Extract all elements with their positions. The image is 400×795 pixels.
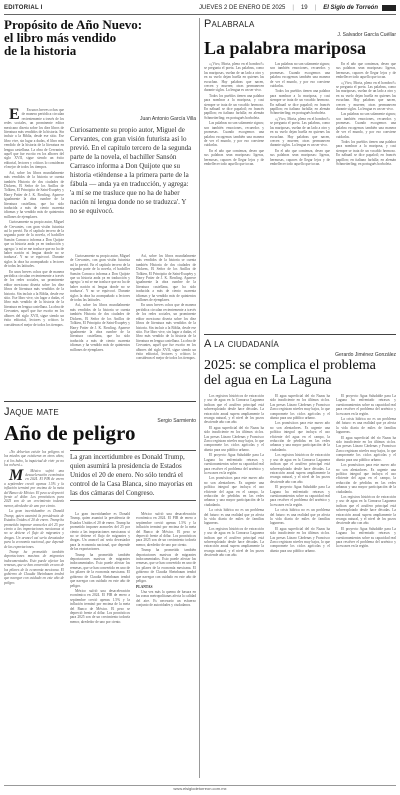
paragraph: «¿Vivo, Morta, pleno en el hombro?» se pregunta el poeta. Las palabras, como las mariposas, vuelan de un lado a otro y en su vuelo dejan huella en quienes las escuchan. Hay palabras que nacen, crecen y mueren; otras permanecen durante siglos. La lengua es un ser vivo. [204,62,264,93]
header-right [199,5,396,11]
paragraph: Así, sobre los libros mundialmente más vendidos de la historia se cuenta también Historia de dos ciudades de Dickens, El Señor de los Anillos de Tolkien, El Principito de Saint-Exupéry y Harry Potter de J. K. Rowling. Aparece igualmente la obra cumbre de la literatura castellana, que ha sido traducida a más de ciento cuarenta idiomas y ha vendido más de quinientos millones de ejemplares. [136,254,196,303]
paragraph: «¿Vivo, Morta, pleno en el hombro?» se pregunta el poeta. Las palabras, como las mariposas, vuelan de un lado a otro y en su vuelo dejan huella en quienes las escuchan. Hay palabras que nacen, crecen y mueren; otras permanecen durante siglos. La lengua es un ser vivo. [270,116,330,148]
byline-garcia-cuellar: J. Salvador García Cuéllar [337,32,396,38]
kicker-palabrala: Palabrala [204,18,255,30]
headline-la-palabra-mariposa: La palabra mariposa [204,38,367,58]
paragraph: Todos los pueblos tienen una palabra para nombrar a la mariposa, y casi siempre se trata de un vocablo hermoso. En náhuatl se dice papalotl; en francés papillon; en italiano farfalla; en alemán Schmetterling; en portugués borboleta. [336,139,396,166]
jaque-column-1 [4,450,64,778]
header-separator: | [292,5,294,11]
palabrala-column-2 [270,62,330,330]
paragraph: En unos breves ochos que de manera periódica circulan recientemente a través de los redes sociales, un prominente editor mexicano diserta sobre los diez libros de literatura más vendidos de la historia. Sin incluir a la Biblia, desde ese sitio. Ese libro vive, sin lugar a dudas, el libro más vendido de la historia de la literatura en lengua castellana. La obra de Cervantes, aquél que fue escrito en los albores del siglo XVII, sigue siendo un éxito editorial, lectores y críticos lo consideran el mejor de todos los tiempos. [136,303,196,361]
proposito-column-1 [4,108,64,396]
paragraph [4,108,64,170]
paragraph: Los registros históricos de extracción y uso de agua en la Comarca Lagunera indican que el acuífero principal está sobreexplotado desde hace décadas. La extracción anual supera ampliamente la recarga natural, y el nivel de los pozos desciende año con año. [204,526,264,558]
paper-name: El Siglo de Torreón [323,5,378,11]
section-rule [204,334,396,335]
paragraph: En el año que comienza, deseo que sus palabras sean mariposas: ligeras, hermosas, capaces de llegar lejos y de embellecer todo aquello que tocan. [336,62,396,80]
paragraph: Así, sobre los libros mundialmente más vendidos de la historia se cuenta también Historia de dos ciudades de Dickens, El Señor de los Anillos de Tolkien, El Principito de Saint-Exupéry y Harry Potter de J. K. Rowling. Aparece igualmente la obra cumbre de la literatura castellana, que ha sido traducida a más de ciento cuarenta idiomas y ha vendido más de quinientos millones de ejemplares. [70,303,130,352]
paragraph: Todos los pueblos tienen una palabra para nombrar a la mariposa, y casi siempre se trata de un vocablo hermoso. En náhuatl se dice papalotl; en francés papillon; en italiano farfalla; en alemán Schmetterling; en portugués borboleta. [270,89,330,116]
paragraph: Los pronósticos para este nuevo año no son alentadores. Es urgente una política integral que incluya el uso eficiente del agua en el campo, la reducción de pérdidas en las redes urbanas y una mayor participación de la ciudadanía. [270,421,330,452]
palabrala-column-1 [204,62,264,330]
paragraph: Curiosamente su propio autor, Miguel de Cervantes, con gran visión futurista así lo previó. En el capítulo tercero de la segunda parte de la novela, el bachiller Sansón Carrasco informa a Don Quijote que su historia anda ya en traducción y agrega: 'a mí se me trasluce que no ha de haber nación ni lengua donde no se traduzca'. Y no se equivocó. Durante siglos la obra ha acompañado a lectores de todas las latitudes. [70,254,130,303]
paragraph: La gran incertidumbre es Donald Trump, quien asumirá la presidencia de Estados Unidos el 20 de enero. Trump ha prometido imponer aranceles del 25 por ciento a las importaciones mexicanas si no se detiene el flujo de migrantes y drogas. Un arancel así sería devastador para la economía nacional, que depende de las exportaciones. [70,512,130,552]
paragraph-text: En unos breves ochos que de manera periódica circulan recientemente a través de los redes sociales, un prominente editor mexicano diserta sobre los diez libros de literatura más vendidos de la historia. Sin incluir a la Biblia, desde ese sitio. Ese libro vive, sin lugar a dudas, el libro más vendido de la historia de la literatura en lengua castellana. La obra de Cervantes, aquél que fue escrito en los albores del siglo XVII, sigue siendo un éxito editorial, lectores y críticos lo consideran el mejor de todos los tiempos. [4,108,64,170]
pull-quote-text: La gran incertidumbre es Donald Trump, quien asumirá la presidencia de Estados Unidos el 20 de enero. No sólo tendrá el control de la Casa Blanca, sino mayorías en las dos cámaras del Congreso. [70,453,193,497]
headline-proposito [4,18,196,57]
drop-cap: E [9,108,20,123]
ciudadania-column-3 [336,394,396,778]
pull-quote-text: Curiosamente su propio autor, Miguel de Cervantes, con gran visión futurista así lo previó. En el capítulo tercero de la segunda parte de la novela, el bachiller Sansón Carrasco informa a Don Quijote que su historia «tiéndense a la primera parte de la fábula — anda ya en traducción, y agrega: 'a mí se me trasluce que no ha de haber nación ni lengua donde no se traduzca'. Y no se equivocó. [70,126,192,215]
paragraph: El proyecto Agua Saludable para La Laguna ha enfrentado retrasos y cuestionamientos sobre su capacidad real para resolver el problema del arsénico y la escasez en la región. [270,485,330,507]
page-header [4,2,396,15]
headline-line-3: de la historia [4,43,77,58]
left-top-article [4,18,196,57]
headline-agua-laguna: 2025: se complica el problema del agua en La Laguna [204,358,376,388]
page-footer: www.elsiglodetorreon.com.mx [4,785,396,792]
ciudadania-column-1 [204,394,264,778]
jaque-pull-quote [70,450,196,501]
kicker-a-la-ciudadania: A la ciudadanía [204,338,279,350]
column-divider [199,18,200,778]
paragraph: La crisis hídrica no es un problema del futuro: es una realidad que ya afecta la vida diaria de miles de familias laguneras. [270,508,330,526]
paragraph: La crisis hídrica no es un problema del futuro: es una realidad que ya afecta la vida diaria de miles de familias laguneras. [336,417,396,435]
intro-quote: «No deberían existir los peligros ni los miedos que existieron en otros años; y si los hubo, la inquietud de vivir ya no los volverá.» [4,450,64,468]
subhead-plantas: PLANTAS [136,584,153,589]
page-number: 19 [300,5,308,11]
paragraph [4,466,64,509]
paragraph: La gran incertidumbre es Donald Trump, quien asumirá la presidencia de Estados Unidos el 20 de enero. Trump ha prometido imponer aranceles del 25 por ciento a las importaciones mexicanas si no se detiene el flujo de migrantes y drogas. Un arancel así sería devastador para la economía nacional, que depende de las exportaciones. [4,509,64,549]
paragraph: Trump ha prometido también deportaciones masivas de migrantes indocumentados. Esto puede afectar las remesas, que se han convertido en uno de los pilares de la economía mexicana. El gobierno de Claudia Sheinbaum tendrá que navegar con cuidado en este año de peligro. [136,548,196,584]
jaque-column-2 [70,512,130,778]
byline-garcia-villa: Juan Antonio García Villa [139,116,196,122]
paragraph: Los pronósticos para este nuevo año no son alentadores. Es urgente una política integral que incluya el uso eficiente del agua en el campo, la reducción de pérdidas en las redes urbanas y una mayor participación de la ciudadanía. [204,476,264,507]
paragraph: Los registros históricos de extracción y uso de agua en la Comarca Lagunera indican que el acuífero principal está sobreexplotado desde hace décadas. La extracción anual supera ampliamente la recarga natural, y el nivel de los pozos desciende año con año. [270,453,330,484]
paragraph: Trump ha prometido también deportaciones masivas de migrantes indocumentados. Esto puede afectar las remesas, que se han convertido en uno de los pilares de la economía mexicana. El gobierno de Claudia Sheinbaum tendrá que navegar con cuidado en este año de peligro. [70,552,130,588]
palabrala-column-3 [336,62,396,330]
paragraph: El proyecto Agua Saludable para La Laguna ha enfrentado retrasos y cuestionamientos sobre su capacidad real para resolver el problema del arsénico y la escasez en la región. [336,526,396,549]
paragraph: México sufrió una desaceleración económica en 2024. El PIB de enero a septiembre creció apenas 1.5% y la inflación terminó por encima de la meta del Banco de México. El peso se depreció frente al dólar. Los pronósticos para 2025 son de un crecimiento todavía menor, alrededor de uno por ciento. [136,512,196,547]
paragraph: Los pronósticos para este nuevo año no son alentadores. Es urgente una política integral que incluya el uso eficiente del agua en el campo, la reducción de pérdidas en las redes urbanas y una mayor participación de la ciudadanía. [336,463,396,494]
paragraph: Las palabras no son solamente signos; son también emociones, recuerdos y promesas. Cuando escogemos una palabra escogemos también una manera de ver el mundo, y por eso conviene cuidarlas. [270,62,330,89]
drop-cap: M [9,466,24,484]
paragraph: La crisis hídrica no es un problema del futuro: es una realidad que ya afecta la vida diaria de miles de familias laguneras. [204,508,264,526]
paragraph: El agua superficial del río Nazas ha sido insuficiente en los últimos ciclos. Las presas Lázaro Cárdenas y Francisco Zarco registran niveles muy bajos, lo que compromete los ciclos agrícolas y el abasto para uso público urbano. [204,425,264,452]
paragraph: Todos los pueblos tienen una palabra para nombrar a la mariposa, y casi siempre se trata de un vocablo hermoso. En náhuatl se dice papalotl; en francés papillon; en italiano farfalla; en alemán Schmetterling; en portugués borboleta. [204,93,264,120]
issue-date: JUEVES 2 DE ENERO DE 2025 [199,5,286,11]
paragraph: En unos breves ochos que de manera periódica circulan recientemente a través de los redes sociales, un prominente editor mexicano diserta sobre los diez libros de literatura más vendidos de la historia. Sin incluir a la Biblia, desde ese sitio. Ese libro vive, sin lugar a dudas, el libro más vendido de la historia de la literatura en lengua castellana. La obra de Cervantes, aquél que fue escrito en los albores del siglo XVII, sigue siendo un éxito editorial, lectores y críticos lo consideran el mejor de todos los tiempos. [4,269,64,327]
byline-sarmiento: Sergio Sarmiento [157,418,196,424]
section-label: EDITORIAL I [4,5,43,11]
proposito-column-2 [70,254,130,396]
ciudadania-column-2 [270,394,330,778]
paragraph: El agua superficial del río Nazas ha sido insuficiente en los últimos ciclos. Las presas Lázaro Cárdenas y Francisco Zarco registran niveles muy bajos, lo que compromete los ciclos agrícolas y el abasto para uso público urbano. [270,526,330,553]
paragraph: Las palabras no son solamente signos; son también emociones, recuerdos y promesas. Cuando escogemos una palabra escogemos también una manera de ver el mundo, y por eso conviene cuidarlas. [204,121,264,148]
proposito-pull-quote [70,126,194,216]
paragraph: Curiosamente su propio autor, Miguel de Cervantes, con gran visión futurista así lo previó. En el capítulo tercero de la segunda parte de la novela, el bachiller Sansón Carrasco informa a Don Quijote que su historia anda ya en traducción y agrega: 'a mí se me trasluce que no ha de haber nación ni lengua donde no se traduzca'. Y no se equivocó. Durante siglos la obra ha acompañado a lectores de todas las latitudes. [4,220,64,269]
paragraph: México sufrió una desaceleración económica en 2024. El PIB de enero a septiembre creció apenas 1.5% y la inflación terminó por encima de la meta del Banco de México. El peso se depreció frente al dólar. Los pronósticos para 2025 son de un crecimiento todavía menor, alrededor de uno por ciento. [70,588,130,624]
paragraph: El proyecto Agua Saludable para La Laguna ha enfrentado retrasos y cuestionamientos sobre su capacidad real para resolver el problema del arsénico y la escasez en la región. [204,453,264,475]
header-separator-2: | [314,5,317,11]
paragraph: El agua superficial del río Nazas ha sido insuficiente en los últimos ciclos. Las presas Lázaro Cárdenas y Francisco Zarco registran niveles muy bajos, lo que compromete los ciclos agrícolas y el abasto para uso público urbano. [270,394,330,421]
byline-jimenez: Gerardo Jiménez González [335,352,396,358]
proposito-column-3 [136,254,196,396]
paragraph: En el año que comienza, deseo que sus palabras sean mariposas: ligeras, hermosas, capaces de llegar lejos y de embellecer todo aquello que tocan. [270,148,330,166]
jaque-column-3 [136,512,196,778]
pull-rule-bottom [70,500,196,501]
paragraph: Trump ha prometido también deportaciones masivas de migrantes indocumentados. Esto puede afectar las remesas, que se han convertido en uno de los pilares de la economía mexicana. El gobierno de Claudia Sheinbaum tendrá que navegar con cuidado en este año de peligro. [4,549,64,585]
logo-icon [382,5,396,11]
paragraph: El agua superficial del río Nazas ha sido insuficiente en los últimos ciclos. Las presas Lázaro Cárdenas y Francisco Zarco registran niveles muy bajos, lo que compromete los ciclos agrícolas y el abasto para uso público urbano. [336,435,396,462]
paragraph: Las palabras no son solamente signos; son también emociones, recuerdos y promesas. Cuando escogemos una palabra escogemos también una manera de ver el mundo, y por eso conviene cuidarlas. [336,112,396,139]
paragraph: En el año que comienza, deseo que sus palabras sean mariposas: ligeras, hermosas, capaces de llegar lejos y de embellecer todo aquello que tocan. [204,148,264,166]
paragraph: Una vez más la quema de basura en las zonas metropolitanas afecta la calidad del aire. Es necesario un esfuerzo conjunto de autoridades y ciudadanos. [136,589,196,608]
headline-line-2: el libro más vendido [4,30,117,45]
headline-line-1: Propósito de Año Nuevo: [4,17,143,32]
section-rule [4,401,196,402]
paragraph: Los registros históricos de extracción y uso de agua en la Comarca Lagunera indican que el acuífero principal está sobreexplotado desde hace décadas. La extracción anual supera ampliamente la recarga natural, y el nivel de los pozos desciende año con año. [204,394,264,425]
paragraph: «¿Vivo, Morta, pleno en el hombro?» se pregunta el poeta. Las palabras, como las mariposas, vuelan de un lado a otro y en su vuelo dejan huella en quienes las escuchan. Hay palabras que nacen, crecen y mueren; otras permanecen durante siglos. La lengua es un ser vivo. [336,80,396,112]
paragraph: Así, sobre los libros mundialmente más vendidos de la historia se cuenta también Historia de dos ciudades de Dickens, El Señor de los Anillos de Tolkien, El Principito de Saint-Exupéry y Harry Potter de J. K. Rowling. Aparece igualmente la obra cumbre de la literatura castellana, que ha sido traducida a más de ciento cuarenta idiomas y ha vendido más de quinientos millones de ejemplares. [4,170,64,219]
paragraph: El proyecto Agua Saludable para La Laguna ha enfrentado retrasos y cuestionamientos sobre su capacidad real para resolver el problema del arsénico y la escasez en la región. [336,394,396,416]
headline-ano-de-peligro: Año de peligro [4,421,136,445]
paragraph: Los registros históricos de extracción y uso de agua en la Comarca Lagunera indican que el acuífero principal está sobreexplotado desde hace décadas. La extracción anual supera ampliamente la recarga natural, y el nivel de los pozos desciende año con año. [336,494,396,526]
kicker-jaque-mate: Jaque mate [4,406,59,418]
paragraph-text: México sufrió una desaceleración económica en 2024. El PIB de enero a septiembre creció apenas 1.5% y la inflación terminó por encima de la meta del Banco de México. El peso se depreció frente al dólar. Los pronósticos para 2025 son de un crecimiento todavía menor, alrededor de uno por ciento. [4,468,64,508]
